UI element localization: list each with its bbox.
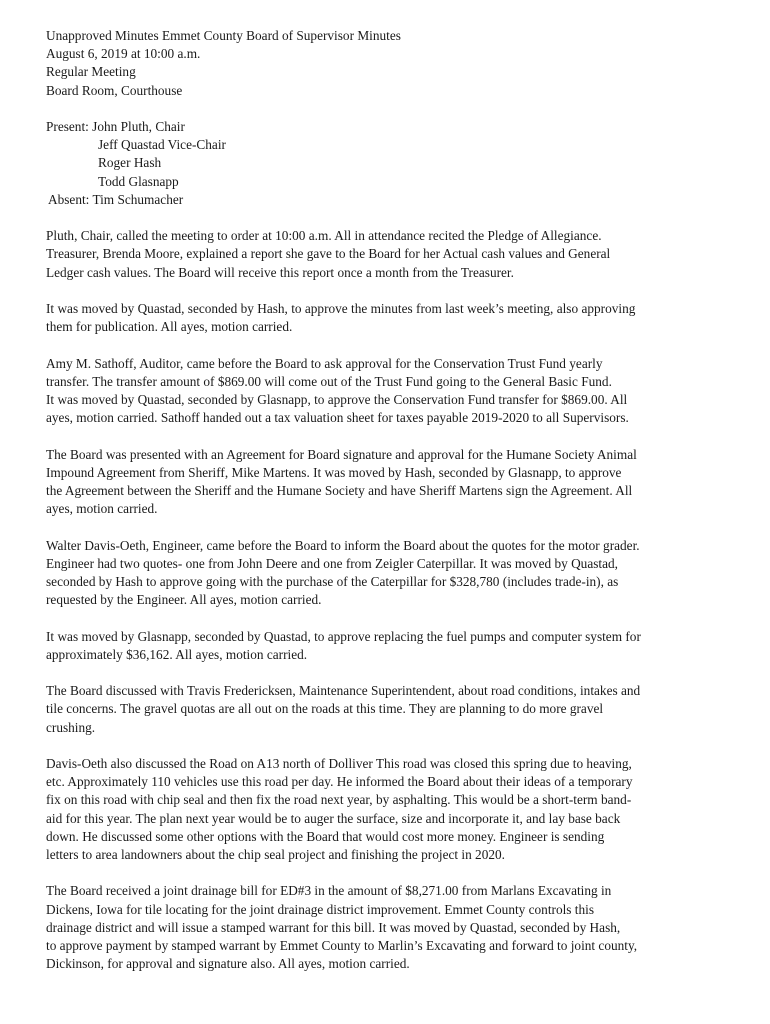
paragraph-spacer (46, 664, 736, 682)
paragraph-spacer (46, 427, 736, 445)
paragraph-line: It was moved by Quastad, seconded by Hash, to approve the minutes from last week’s meeting, also approving (46, 301, 636, 316)
present-member: Roger Hash (98, 155, 162, 171)
minutes-paragraph (46, 682, 736, 737)
paragraph-line: Ledger cash values. The Board will receive this report once a month from the Treasurer. (46, 264, 514, 280)
paragraph-line: The Board received a joint drainage bill for ED#3 in the amount of $8,271.00 from Marlans Excavating in (46, 883, 612, 899)
paragraph-line: down. He discussed some other options with the Board that would cost more money. Engineer is sending (46, 828, 605, 844)
paragraph-line: tile concerns. The gravel quotas are all out on the roads at this time. They are planning to do more gravel (46, 701, 604, 717)
paragraph-line: ayes, motion carried. Sathoff handed out a tax valuation sheet for taxes payable 2019-2020 to all Supervisors. (46, 410, 629, 426)
minutes-paragraph (46, 537, 736, 610)
paragraph-line: Dickinson, for approval and signature also. All ayes, motion carried. (46, 956, 410, 972)
minutes-paragraph (46, 755, 736, 864)
attendance-block (46, 118, 736, 209)
paragraph-spacer (46, 609, 736, 627)
paragraph-line: Treasurer, Brenda Moore, explained a report she gave to the Board for her Actual cash values and General (46, 246, 611, 262)
document-header (46, 27, 736, 100)
meeting-type: Regular Meeting (46, 64, 136, 80)
paragraph-spacer (46, 518, 736, 536)
paragraph-line: approximately $36,162. All ayes, motion carried. (46, 646, 308, 662)
minutes-body (46, 209, 736, 973)
present-member: Todd Glasnapp (98, 173, 179, 189)
paragraph-line: transfer. The transfer amount of $869.00 will come out of the Trust Fund going to the General Basic Fund. (46, 373, 612, 389)
present-line: Present: John Pluth, Chair (46, 119, 185, 134)
paragraph-line: drainage district and will issue a stamped warrant for this bill. It was moved by Quastad, seconded by Hash, (46, 919, 621, 935)
meeting-date: August 6, 2019 at 10:00 a.m. (46, 46, 201, 62)
paragraph-line: etc. Approximately 110 vehicles use this road per day. He informed the Board about their ideas of a temporary (46, 774, 633, 790)
paragraph-line: fix on this road with chip seal and then fix the road next year, by asphalting. This would be a short-term band- (46, 792, 632, 808)
paragraph-line: It was moved by Glasnapp, seconded by Quastad, to approve replacing the fuel pumps and computer system for (46, 628, 641, 644)
paragraph-line: requested by the Engineer. All ayes, motion carried. (46, 592, 322, 608)
paragraph-line: letters to area landowners about the chip seal project and finishing the project in 2020. (46, 847, 505, 862)
paragraph-line: aid for this year. The plan next year would be to auger the surface, size and incorporate it, and lay base back (46, 810, 621, 826)
paragraph-line: to approve payment by stamped warrant by Emmet County to Marlin’s Excavating and forward to joint county, (46, 938, 638, 953)
minutes-paragraph (46, 227, 736, 282)
paragraph-line: The Board discussed with Travis Fredericksen, Maintenance Superintendent, about road conditions, intakes and (46, 683, 641, 699)
paragraph-spacer (46, 209, 736, 227)
present-member: Jeff Quastad Vice-Chair (98, 137, 226, 153)
paragraph-spacer (46, 737, 736, 755)
minutes-paragraph (46, 628, 736, 664)
meeting-location: Board Room, Courthouse (46, 82, 183, 98)
paragraph-line: Amy M. Sathoff, Auditor, came before the Board to ask approval for the Conservation Trust Fund yearly (46, 355, 603, 371)
paragraph-spacer (46, 336, 736, 354)
paragraph-line: It was moved by Quastad, seconded by Glasnapp, to approve the Conservation Fund transfer for $869.00. All (46, 392, 628, 407)
paragraph-spacer (46, 864, 736, 882)
paragraph-spacer (46, 282, 736, 300)
spacer (46, 100, 736, 118)
paragraph-line: Engineer had two quotes- one from John Deere and one from Zeigler Caterpillar. It was moved by Quastad, (46, 555, 618, 571)
minutes-paragraph (46, 355, 736, 428)
absent-line: Absent: Tim Schumacher (48, 191, 184, 207)
minutes-document (46, 27, 736, 973)
paragraph-line: Impound Agreement from Sheriff, Mike Martens. It was moved by Hash, seconded by Glasnapp, to approve (46, 464, 622, 480)
paragraph-line: Walter Davis-Oeth, Engineer, came before the Board to inform the Board about the quotes for the motor grader. (46, 537, 640, 553)
minutes-paragraph (46, 882, 736, 973)
minutes-paragraph (46, 446, 736, 519)
paragraph-line: the Agreement between the Sheriff and the Humane Society and have Sheriff Martens sign the Agreement. All (46, 483, 633, 498)
minutes-paragraph (46, 300, 736, 336)
document-title: Unapproved Minutes Emmet County Board of Supervisor Minutes (46, 28, 401, 43)
paragraph-line: seconded by Hash to approve going with the purchase of the Caterpillar for $328,780 (includes trade-in), as (46, 574, 619, 589)
paragraph-line: Dickens, Iowa for tile locating for the joint drainage district improvement. Emmet County controls this (46, 901, 595, 917)
paragraph-line: ayes, motion carried. (46, 501, 158, 517)
paragraph-line: The Board was presented with an Agreement for Board signature and approval for the Humane Society Animal (46, 446, 637, 462)
paragraph-line: them for publication. All ayes, motion carried. (46, 319, 293, 335)
paragraph-line: crushing. (46, 719, 96, 735)
paragraph-line: Davis-Oeth also discussed the Road on A13 north of Dolliver This road was closed this spring due to heaving, (46, 755, 632, 771)
paragraph-line: Pluth, Chair, called the meeting to order at 10:00 a.m. All in attendance recited the Pledge of Allegiance. (46, 228, 602, 244)
